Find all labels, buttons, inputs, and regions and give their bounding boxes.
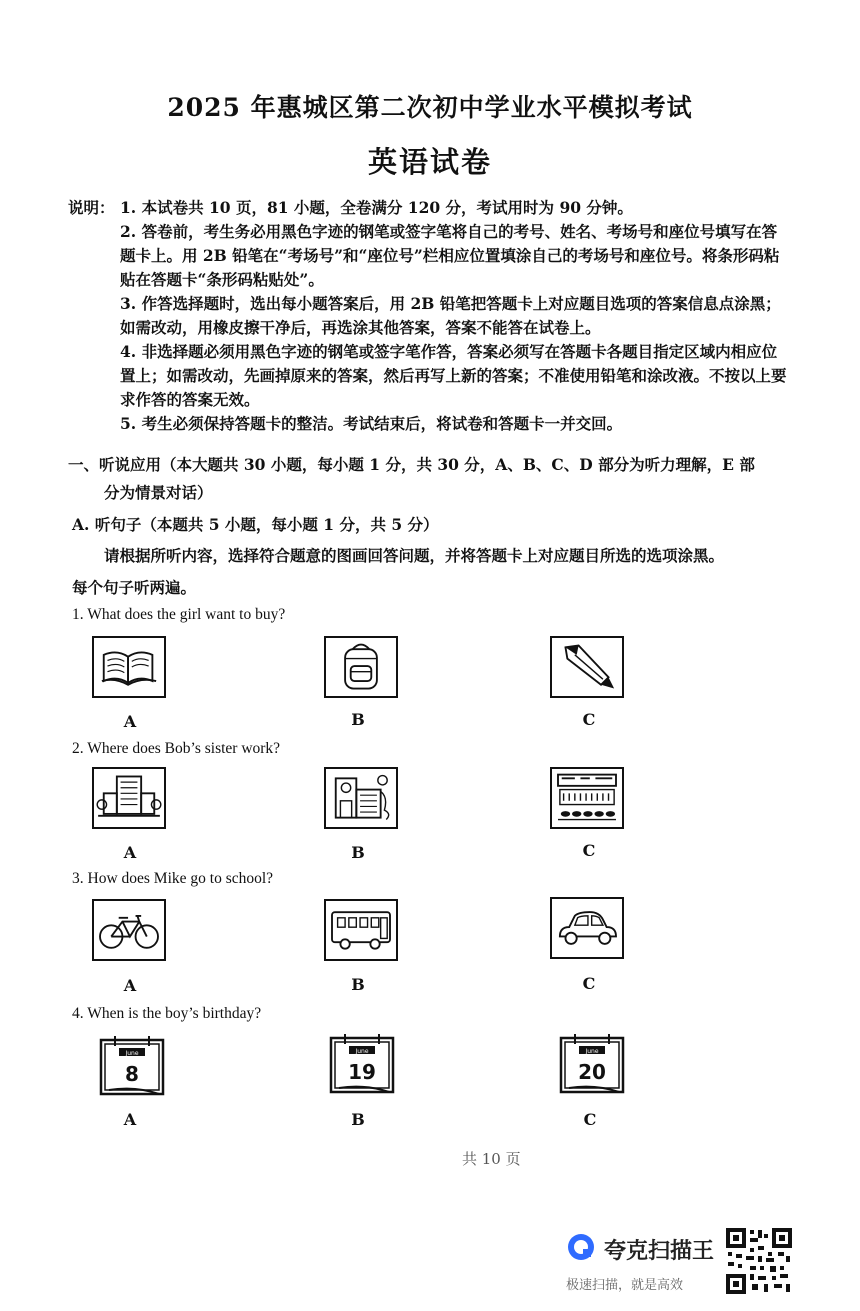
question-4: 4. When is the boy’s birthday? (72, 1005, 262, 1022)
calendar-month: June (125, 1050, 139, 1057)
calendar-month: June (355, 1048, 369, 1055)
option-label-B: B (351, 710, 365, 729)
calendar-day: 20 (578, 1060, 606, 1084)
calendar-icon[interactable] (325, 1032, 399, 1096)
option-label-C: C (582, 841, 596, 860)
partA-directions-cont: 每个句子听两遍。 (72, 578, 197, 597)
partA-heading: A. 听句子（本题共 5 小题，每小题 1 分，共 5 分） (72, 515, 439, 534)
schoolbag-icon[interactable] (324, 636, 398, 698)
scanner-slogan: 极速扫描，就是高效 (566, 1278, 684, 1293)
scanner-watermark (566, 1232, 714, 1266)
bicycle-icon[interactable] (92, 899, 166, 961)
subject-title: 英语试卷 (367, 145, 492, 179)
instruction-item-2: 2. 答卷前，考生务必用黑色字迹的钢笔或签字笔将自己的考号、姓名、考场号和座位号填写在答题卡上。用 2B 铅笔在“考场号”和“座位号”栏相应位置填涂自己的考场号和座位号。将条形码粘贴在答题卡“条形码粘贴处”。 (120, 222, 780, 289)
exam-title: 2025 年惠城区第二次初中学业水平模拟考试 (167, 93, 693, 122)
option-label-C: C (582, 710, 596, 729)
instructions-label: 说明： (68, 198, 115, 217)
calendar-day: 19 (348, 1060, 376, 1084)
question-2: 2. Where does Bob’s sister work? (72, 740, 281, 757)
section1-heading-cont: 分为情景对话） (104, 483, 213, 502)
option-label-B: B (351, 843, 365, 862)
calendar-icon[interactable] (95, 1034, 169, 1098)
hospital-icon[interactable] (92, 767, 166, 829)
scanner-logo-icon (566, 1232, 596, 1266)
car-icon[interactable] (550, 897, 624, 959)
option-label-B: B (351, 975, 365, 994)
option-label-C: C (582, 974, 596, 993)
section1-heading: 一、听说应用（本大题共 30 小题，每小题 1 分，共 30 分，A、B、C、D 部分为听力理解，E 部 (68, 455, 755, 474)
instruction-item-3: 3. 作答选择题时，选出每小题答案后，用 2B 铅笔把答题卡上对应题目选项的答案信息点涂黑；如需改动，用橡皮擦干净后，再选涂其他答案，答案不能答在试卷上。 (120, 294, 781, 337)
instruction-item-4: 4. 非选择题必须用黑色字迹的钢笔或签字笔作答，答案必须写在答题卡各题目指定区域内相应位置上；如需改动，先画掉原来的答案，然后再写上新的答案；不准使用铅笔和涂改液。不按以上要求作答的答案无效。 (120, 342, 787, 409)
instruction-item-1: 1. 本试卷共 10 页，81 小题，全卷满分 120 分，考试用时为 90 分钟。 (120, 198, 633, 217)
school-icon[interactable] (324, 767, 398, 829)
book-icon[interactable] (92, 636, 166, 698)
option-label-A: A (123, 1110, 137, 1129)
option-label-A: A (123, 976, 137, 995)
partA-directions: 请根据所听内容，选择符合题意的图画回答问题，并将答题卡上对应题目所选的选项涂黑。 (104, 546, 725, 565)
calendar-day: 8 (125, 1062, 139, 1086)
option-label-A: A (123, 712, 137, 731)
option-label-A: A (123, 843, 137, 862)
instruction-item-5: 5. 考生必须保持答题卡的整洁。考试结束后，将试卷和答题卡一并交回。 (120, 414, 623, 433)
bus-icon[interactable] (324, 899, 398, 961)
option-label-B: B (351, 1110, 365, 1129)
calendar-icon[interactable] (555, 1032, 629, 1096)
option-label-C: C (583, 1110, 597, 1129)
page-indicator: 共 10 页 (462, 1150, 521, 1168)
qr-code-icon (724, 1226, 794, 1296)
scanner-brand-name: 夸克扫描王 (604, 1238, 715, 1264)
calendar-month: June (585, 1048, 599, 1055)
supermarket-icon[interactable] (550, 767, 624, 829)
question-3: 3. How does Mike go to school? (72, 870, 274, 887)
pen-icon[interactable] (550, 636, 624, 698)
question-1: 1. What does the girl want to buy? (72, 606, 286, 623)
